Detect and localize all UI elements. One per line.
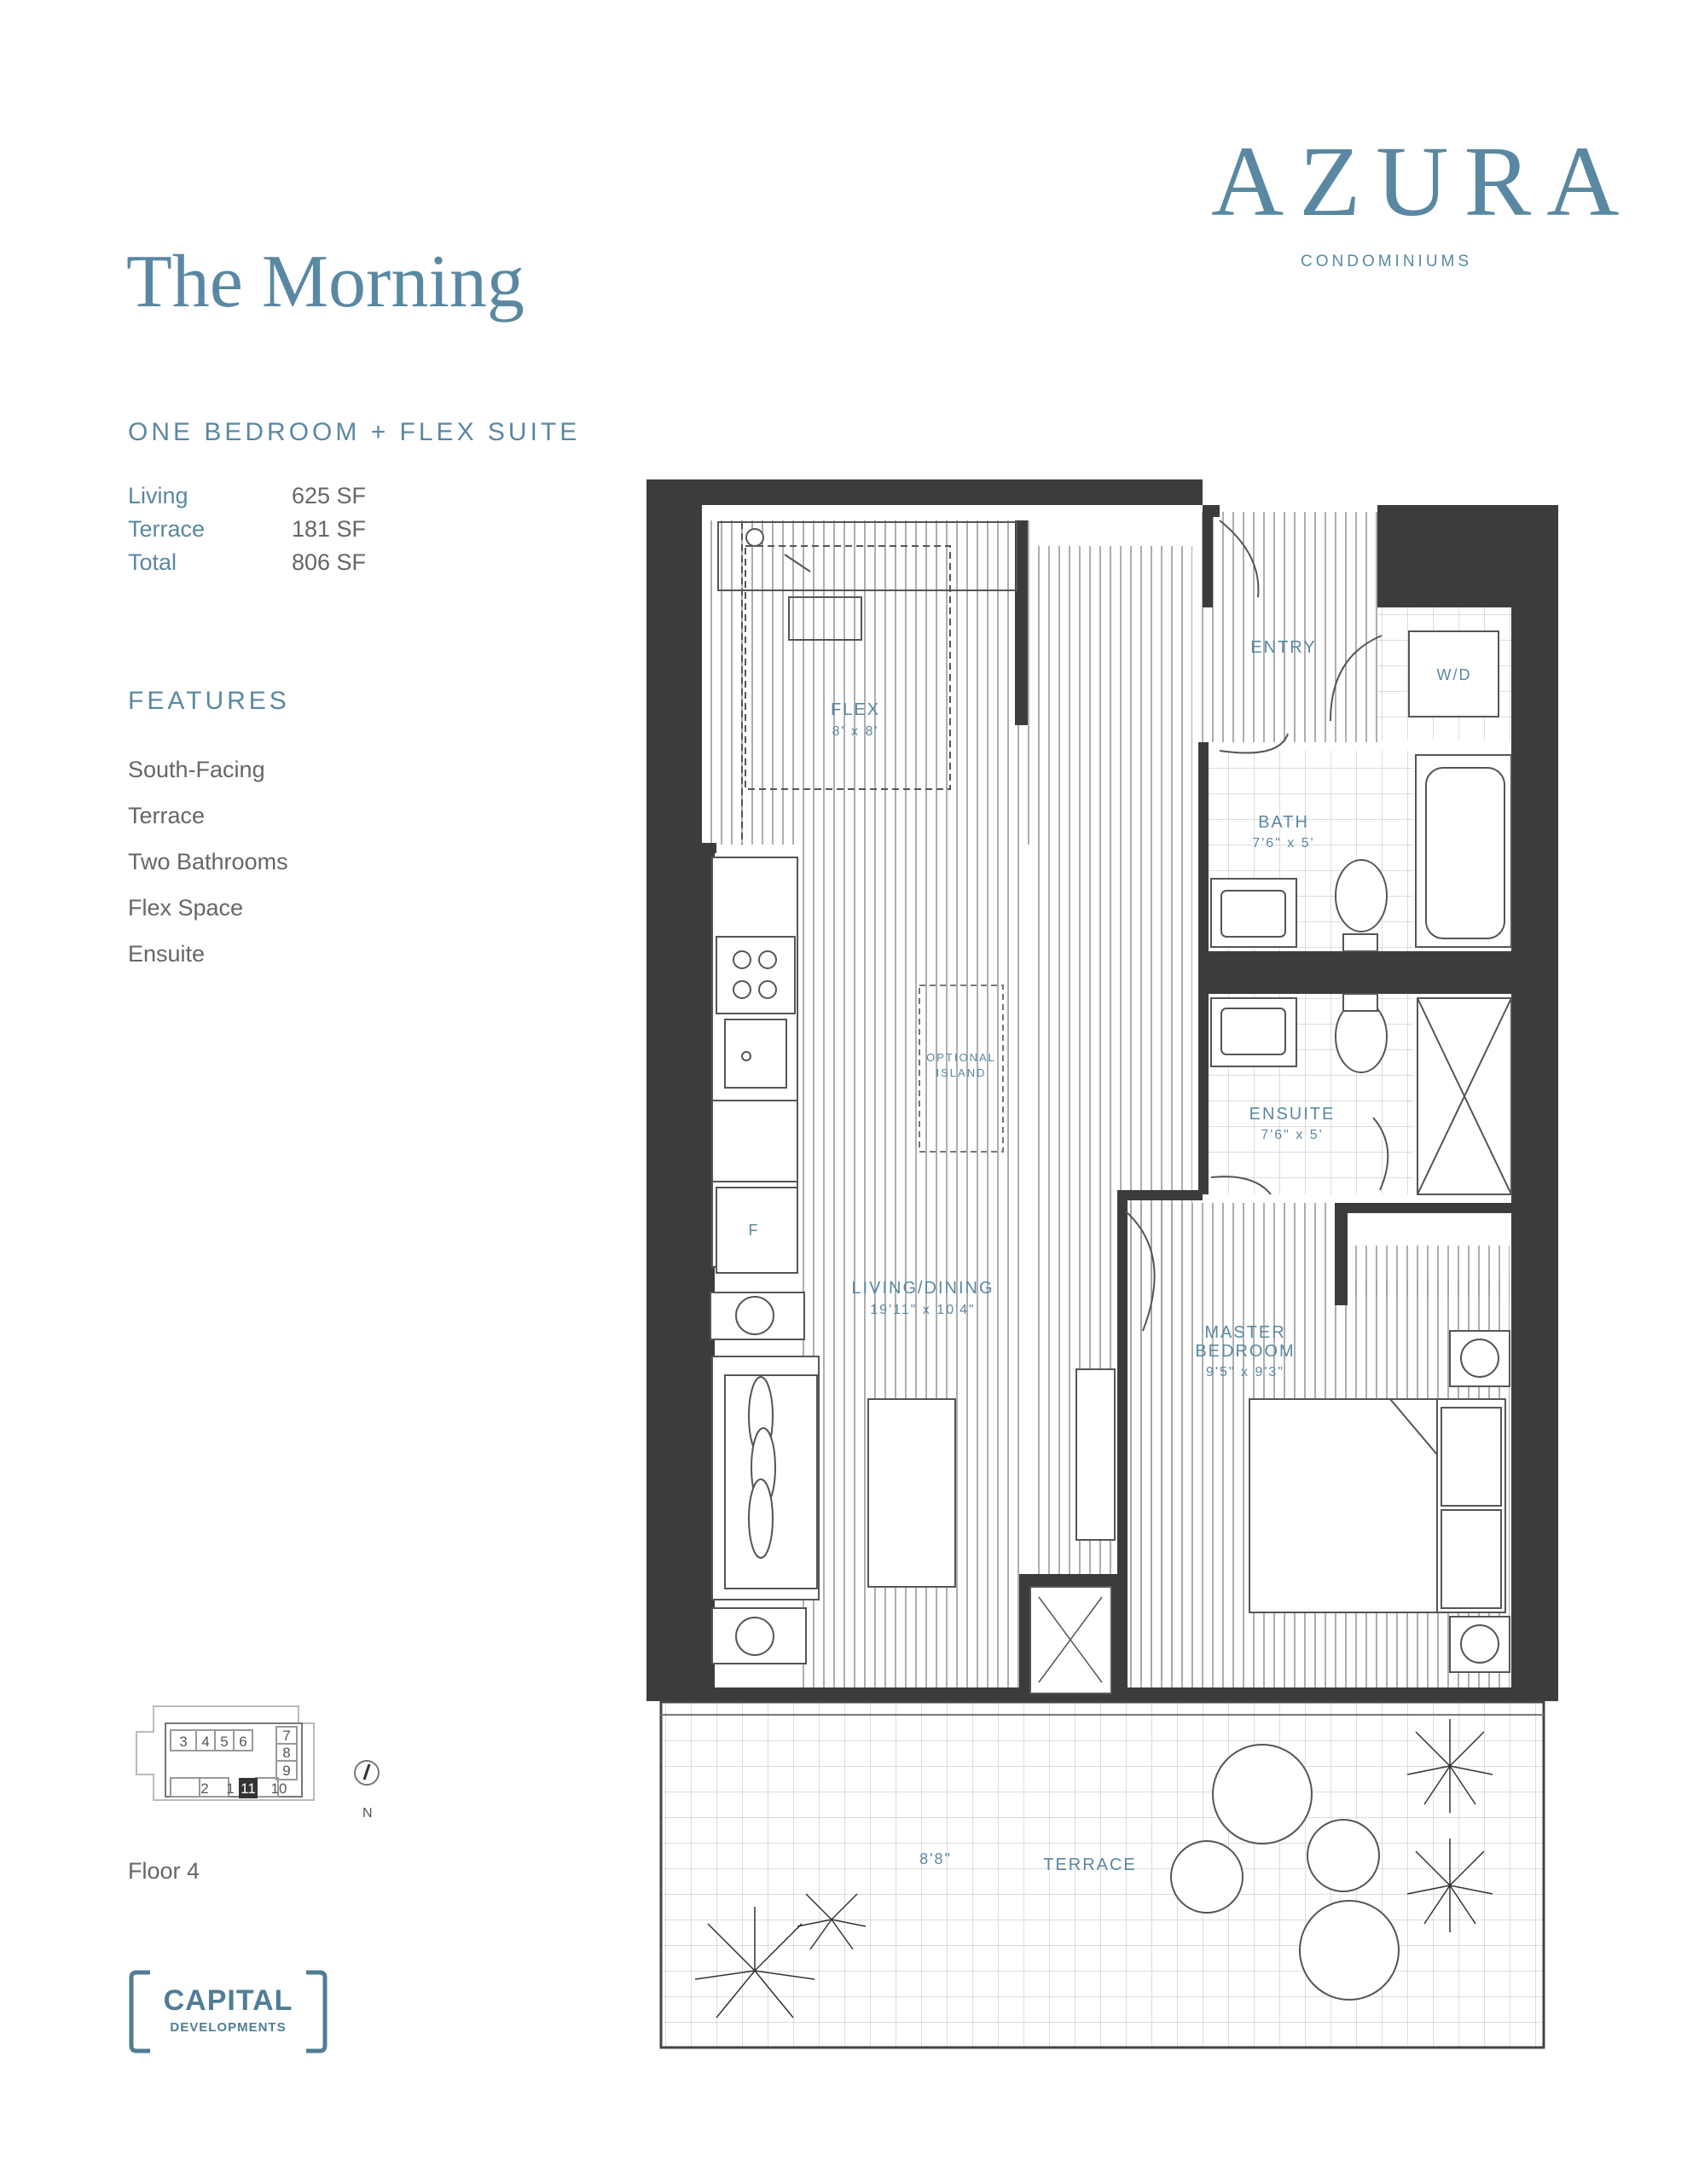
key-unit: 4: [201, 1734, 210, 1750]
key-unit: 8: [282, 1745, 291, 1761]
feature-item: Flex Space: [128, 895, 244, 921]
room-dims-living: 19'11" x 10'4": [870, 1303, 976, 1317]
room-label-entry: ENTRY: [1250, 638, 1317, 657]
suite-title: The Morning: [126, 241, 525, 323]
room-label-terrace: TERRACE: [1043, 1856, 1137, 1874]
room-label-master: MASTER: [1204, 1323, 1286, 1342]
area-value: 181 SF: [292, 516, 367, 542]
key-unit: 3: [179, 1734, 188, 1750]
floor-label: Floor 4: [128, 1858, 200, 1884]
brand-tagline: CONDOMINIUMS: [1301, 253, 1473, 270]
key-unit: 9: [282, 1763, 291, 1779]
room-dims-bath: 7'6" x 5': [1252, 836, 1315, 851]
room-label-living: LIVING/DINING: [851, 1279, 994, 1298]
developer-subname: DEVELOPMENTS: [170, 2020, 287, 2035]
north-label: N: [362, 1806, 373, 1821]
area-value: 806 SF: [292, 549, 367, 575]
room-dims-ensuite: 7'6" x 5': [1261, 1128, 1324, 1142]
feature-item: Two Bathrooms: [128, 849, 288, 874]
key-unit: 2: [200, 1780, 209, 1797]
room-label-wd: W/D: [1436, 666, 1472, 683]
key-unit: 1: [226, 1780, 235, 1797]
island-label: OPTIONAL: [926, 1051, 996, 1064]
room-label-master: BEDROOM: [1195, 1342, 1296, 1361]
developer-name: CAPITAL: [163, 1984, 293, 2017]
feature-item: South-Facing: [128, 757, 265, 782]
brand-logo: AZURA: [1211, 125, 1635, 237]
area-label: Terrace: [128, 516, 206, 542]
room-dims-flex: 8' x 8': [832, 724, 879, 739]
key-unit: 5: [220, 1734, 229, 1750]
island-label: ISLAND: [936, 1066, 987, 1079]
key-unit: 10: [270, 1780, 287, 1797]
room-label-bath: BATH: [1258, 813, 1309, 832]
area-label: Total: [128, 549, 177, 575]
suite-type: ONE BEDROOM + FLEX SUITE: [128, 418, 581, 446]
feature-item: Terrace: [128, 803, 206, 828]
room-label-flex: FLEX: [830, 700, 881, 719]
features-heading: FEATURES: [128, 687, 290, 715]
key-unit: 11: [241, 1780, 256, 1797]
key-unit: 7: [282, 1728, 291, 1744]
terrace-dims: 8'8": [919, 1850, 952, 1867]
area-label: Living: [128, 483, 188, 508]
kitchen-counter: [712, 857, 797, 1273]
room-dims-master: 9'5" x 9'3": [1206, 1365, 1284, 1380]
room-label-ensuite: ENSUITE: [1249, 1105, 1336, 1124]
terrace: [661, 1702, 1544, 2048]
fridge-label: F: [748, 1222, 760, 1239]
key-unit: 6: [239, 1734, 247, 1750]
feature-item: Ensuite: [128, 941, 206, 967]
area-value: 625 SF: [292, 483, 367, 508]
